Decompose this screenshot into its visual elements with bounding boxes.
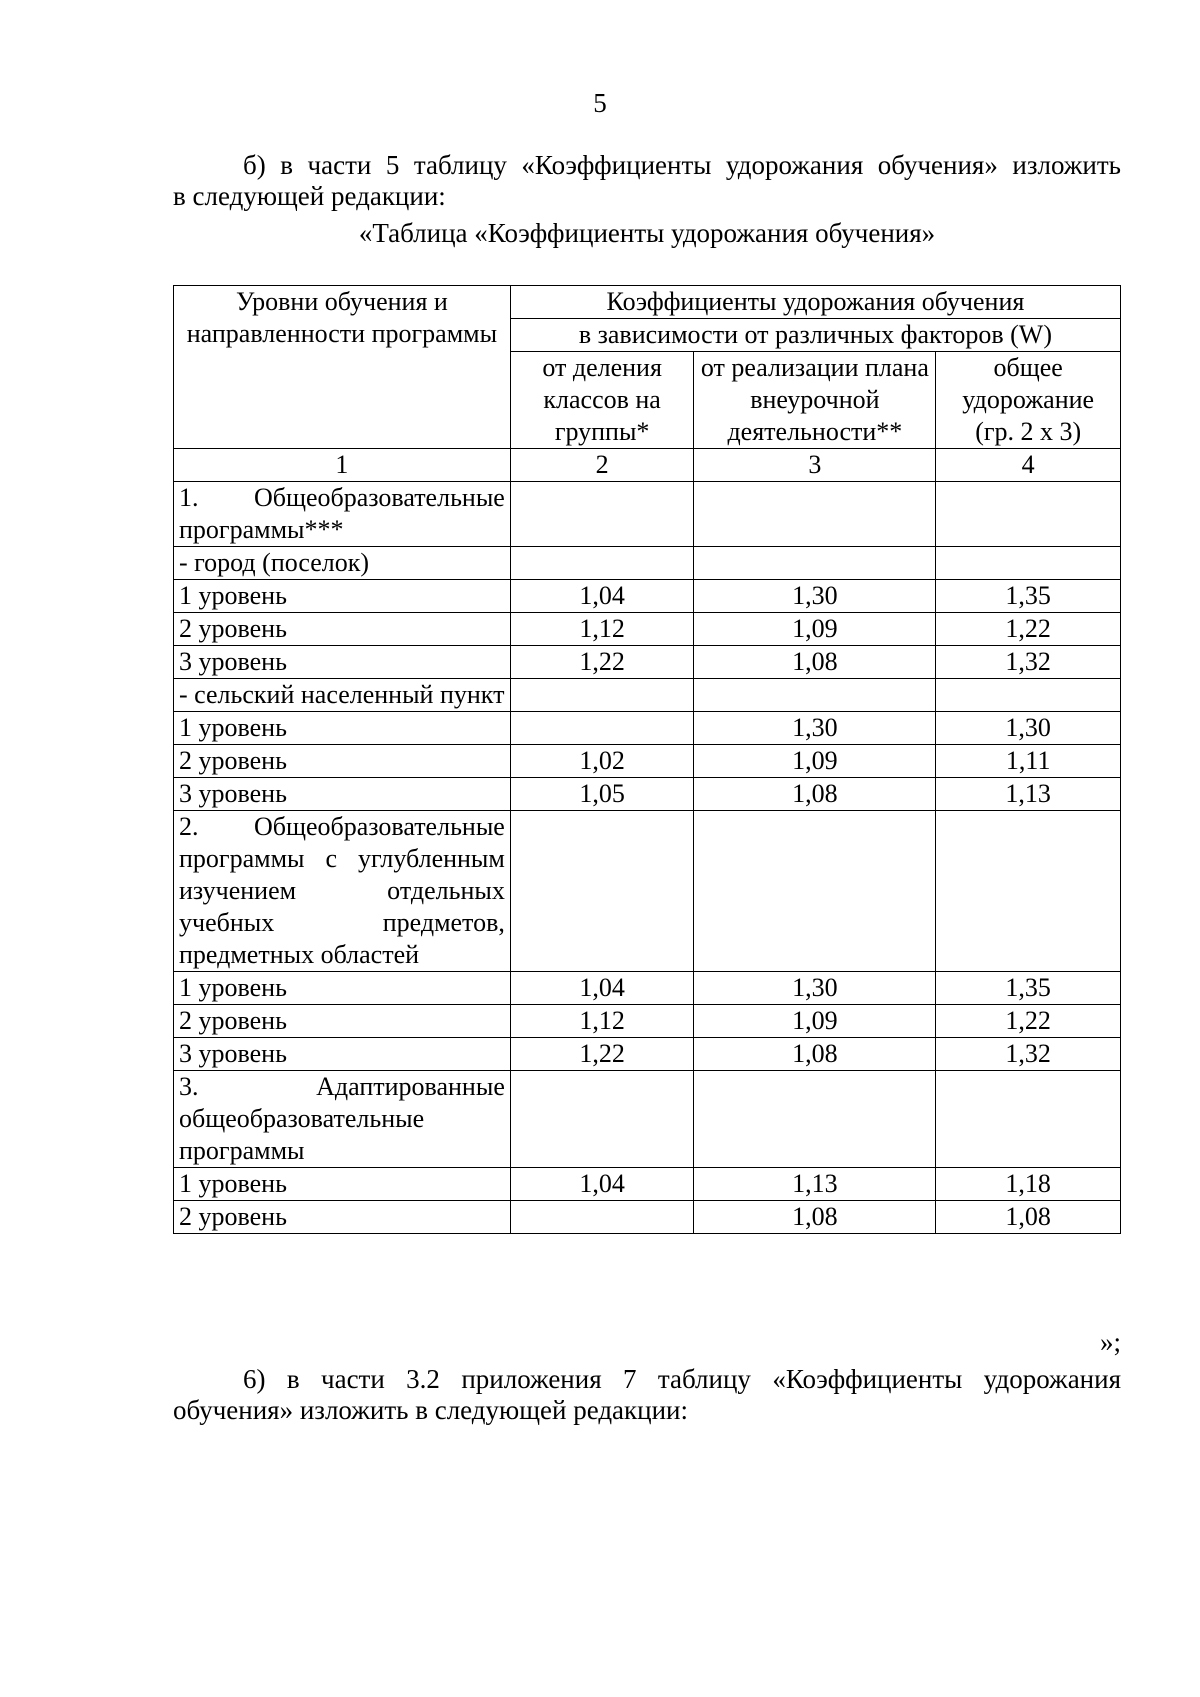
row-label: 2 уровень xyxy=(174,1005,511,1038)
value-total xyxy=(936,679,1121,712)
value-division: 1,04 xyxy=(510,1168,694,1201)
value-division xyxy=(510,1071,694,1168)
row-label: - город (поселок) xyxy=(174,547,511,580)
value-total xyxy=(936,1071,1121,1168)
value-total: 1,30 xyxy=(936,712,1121,745)
paragraph-6-line-2: обучения» изложить в следующей редакции: xyxy=(173,1395,689,1425)
value-extracurricular: 1,08 xyxy=(694,1201,936,1234)
header-group-title: Коэффициенты удорожания обучения xyxy=(510,286,1120,319)
table-row xyxy=(174,1201,1121,1234)
value-extracurricular: 1,30 xyxy=(694,712,936,745)
value-division: 1,02 xyxy=(510,745,694,778)
paragraph-b-line-2: в следующей редакции: xyxy=(173,181,446,211)
table-row xyxy=(174,811,1121,972)
row-label: 1 уровень xyxy=(174,1168,511,1201)
header-col-2: от деления классов на группы* xyxy=(510,352,694,449)
value-total: 1,22 xyxy=(936,613,1121,646)
value-division: 1,12 xyxy=(510,1005,694,1038)
value-extracurricular xyxy=(694,679,936,712)
row-label: 3 уровень xyxy=(174,1038,511,1071)
value-division: 1,12 xyxy=(510,613,694,646)
row-label: 2 уровень xyxy=(174,613,511,646)
row-label: 1 уровень xyxy=(174,972,511,1005)
value-total: 1,18 xyxy=(936,1168,1121,1201)
value-division: 1,05 xyxy=(510,778,694,811)
value-division xyxy=(510,1201,694,1234)
row-label: 1. Общеобразовательные программы*** xyxy=(174,482,511,547)
table-row xyxy=(174,1038,1121,1071)
column-number: 4 xyxy=(936,449,1121,482)
value-division xyxy=(510,679,694,712)
header-col-4: общее удорожание (гр. 2 х 3) xyxy=(936,352,1121,449)
value-total: 1,11 xyxy=(936,745,1121,778)
row-label: 3 уровень xyxy=(174,646,511,679)
row-label: 1 уровень xyxy=(174,712,511,745)
value-division xyxy=(510,811,694,972)
row-label: 1 уровень xyxy=(174,580,511,613)
value-total xyxy=(936,547,1121,580)
paragraph-6-line-1: 6) в части 3.2 приложения 7 таблицу «Коэффициенты удорожания xyxy=(243,1364,1121,1394)
value-extracurricular xyxy=(694,547,936,580)
value-division xyxy=(510,712,694,745)
value-division: 1,22 xyxy=(510,646,694,679)
table-row xyxy=(174,778,1121,811)
table-row xyxy=(174,1005,1121,1038)
value-extracurricular: 1,30 xyxy=(694,580,936,613)
table-row xyxy=(174,613,1121,646)
row-label: 2. Общеобразовательные программы с углубленным изучением отдельных учебных предметов, предметных областей xyxy=(174,811,511,972)
value-division xyxy=(510,547,694,580)
table-row xyxy=(174,712,1121,745)
row-label: 2 уровень xyxy=(174,1201,511,1234)
table-row xyxy=(174,547,1121,580)
value-division xyxy=(510,482,694,547)
column-number: 3 xyxy=(694,449,936,482)
value-extracurricular: 1,08 xyxy=(694,1038,936,1071)
table-row xyxy=(174,745,1121,778)
coefficients-table xyxy=(173,285,1121,1234)
value-total: 1,08 xyxy=(936,1201,1121,1234)
value-division: 1,04 xyxy=(510,972,694,1005)
value-total xyxy=(936,482,1121,547)
column-number: 1 xyxy=(174,449,511,482)
value-division: 1,22 xyxy=(510,1038,694,1071)
table-row xyxy=(174,1071,1121,1168)
value-extracurricular xyxy=(694,1071,936,1168)
value-extracurricular xyxy=(694,482,936,547)
column-number-row xyxy=(174,449,1121,482)
value-extracurricular: 1,08 xyxy=(694,646,936,679)
row-label: 2 уровень xyxy=(174,745,511,778)
page-number: 5 xyxy=(593,88,607,118)
value-extracurricular: 1,09 xyxy=(694,1005,936,1038)
value-extracurricular: 1,13 xyxy=(694,1168,936,1201)
value-total: 1,13 xyxy=(936,778,1121,811)
row-label: - сельский населенный пункт xyxy=(174,679,511,712)
table-row xyxy=(174,646,1121,679)
table-header-row xyxy=(174,286,1121,319)
row-label: 3. Адаптированные общеобразовательные программы xyxy=(174,1071,511,1168)
table-row xyxy=(174,580,1121,613)
column-number: 2 xyxy=(510,449,694,482)
value-total xyxy=(936,811,1121,972)
value-total: 1,22 xyxy=(936,1005,1121,1038)
header-group-subtitle: в зависимости от различных факторов (W) xyxy=(510,319,1120,352)
row-label: 3 уровень xyxy=(174,778,511,811)
value-total: 1,35 xyxy=(936,972,1121,1005)
value-extracurricular: 1,09 xyxy=(694,745,936,778)
value-total: 1,32 xyxy=(936,1038,1121,1071)
value-total: 1,35 xyxy=(936,580,1121,613)
paragraph-b-line-1: б) в части 5 таблицу «Коэффициенты удорожания обучения» изложить xyxy=(243,150,1121,180)
value-division: 1,04 xyxy=(510,580,694,613)
table-row xyxy=(174,1168,1121,1201)
value-extracurricular: 1,30 xyxy=(694,972,936,1005)
table-caption: «Таблица «Коэффициенты удорожания обучения» xyxy=(358,218,936,248)
value-total: 1,32 xyxy=(936,646,1121,679)
closing-quote: »; xyxy=(1099,1327,1121,1357)
table-row xyxy=(174,482,1121,547)
table-row xyxy=(174,679,1121,712)
table-row xyxy=(174,972,1121,1005)
header-levels: Уровни обучения и направленности программы xyxy=(174,286,511,449)
paragraph-b xyxy=(173,150,1121,212)
value-extracurricular: 1,08 xyxy=(694,778,936,811)
value-extracurricular: 1,09 xyxy=(694,613,936,646)
paragraph-6 xyxy=(173,1364,1121,1426)
header-col-3: от реализации плана внеурочной деятельности** xyxy=(694,352,936,449)
value-extracurricular xyxy=(694,811,936,972)
